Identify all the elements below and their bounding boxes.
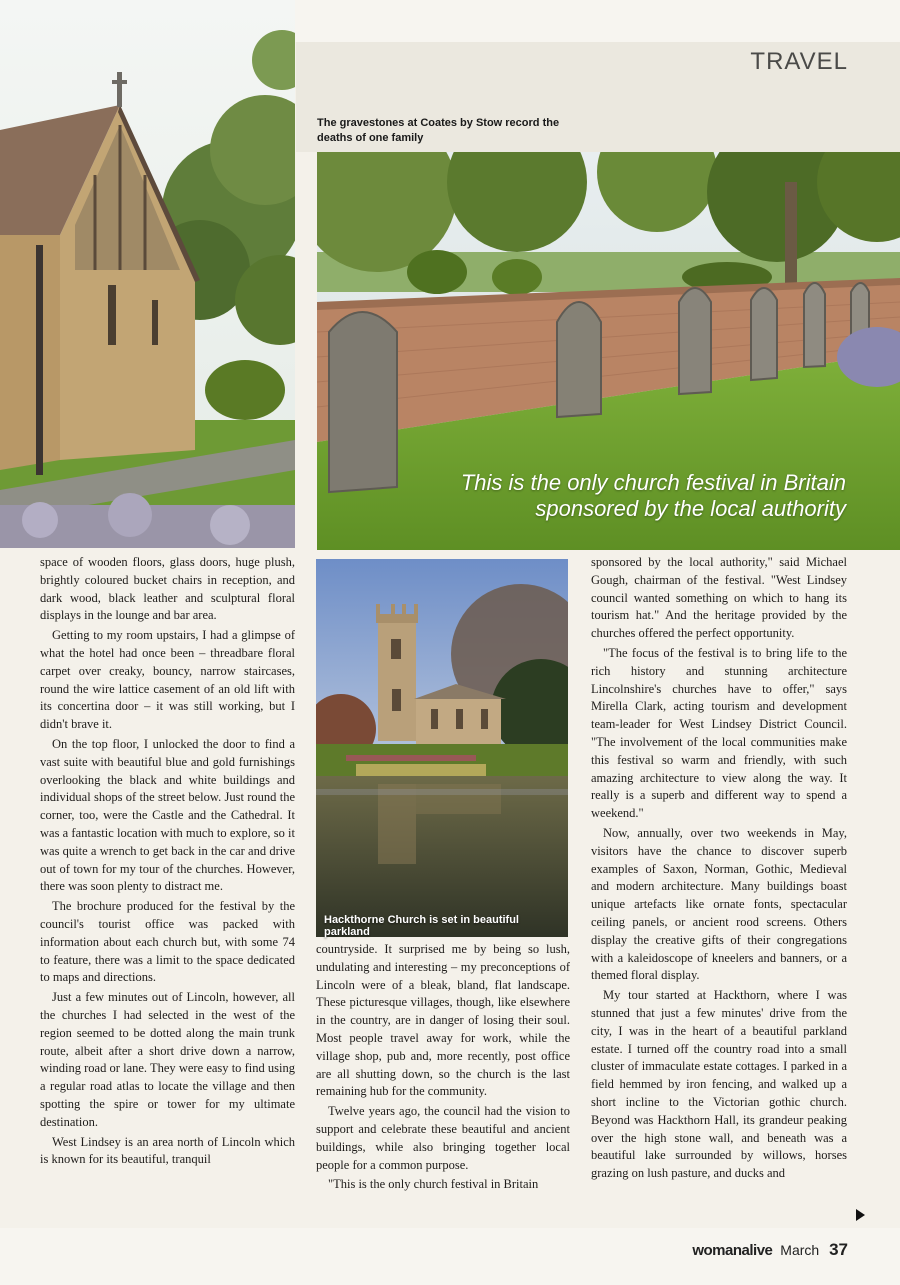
- article-column-right: [591, 554, 847, 1226]
- paragraph: countryside. It surprised me by being so lush, undulating and interesting – my preconceptions of Lincoln were of a bleak, bland, flat landscape. These picturesque villages, though, like elsewhere in the country, are in danger of losing their soul. Most people travel away for work, while the village shop, pub and, more recently, post office are all shutting down, so the church is the last remaining hub for the community.: [316, 942, 570, 1099]
- chapel-photo: [0, 0, 295, 548]
- article-column-left: [40, 554, 295, 1226]
- pull-quote-line-2: sponsored by the local authority: [535, 496, 846, 521]
- paragraph: "The focus of the festival is to bring life to the rich history and stunning architecture Lincolnshire's churches have to offer," says Mirella Clark, acting tourism and development team-leader for West Lindsey District Council. "The involvement of the local communities make this festival so warm and friendly, with such amazing architecture to view along the way. It really is a superb and different way to spend a weekend.": [591, 645, 847, 821]
- page-number: 37: [829, 1240, 848, 1259]
- paragraph: Just a few minutes out of Lincoln, however, all the churches I had selected in the west of the region seemed to be dotted along the main trunk route, albeit after a short drive down a narrow, winding road or lane. They were easy to find using a regular road atlas to locate the village and then spotting the spire or tower for my ultimate destination.: [40, 990, 295, 1129]
- paragraph: Now, annually, over two weekends in May, visitors have the chance to discover superb examples of Saxon, Norman, Gothic, Medieval and modern architecture. Many buildings boast unique artefacts like ornate fonts, spectacular ceiling panels, or ancient rood screens. Others display the creative gifts of their congregations with a kaleidoscope of kneelers and banners, or a themed floral display.: [591, 825, 847, 983]
- paragraph: Getting to my room upstairs, I had a glimpse of what the hotel had once been – threadbare floral carpet over creaky, bouncy, narrow staircases, round the wire lattice casement of an old lift with its concertina door – it was still working, but I didn't brave it.: [40, 628, 295, 732]
- hackthorne-caption: Hackthorne Church is set in beautiful parkland: [324, 914, 519, 938]
- article-column-middle: [316, 941, 570, 1226]
- section-label: TRAVEL: [750, 48, 848, 75]
- hackthorne-church-photo: [316, 559, 568, 937]
- paragraph: West Lindsey is an area north of Lincoln which is known for its beautiful, tranquil: [40, 1134, 295, 1167]
- paragraph: My tour started at Hackthorn, where I was stunned that just a few minutes' drive from the city, I was in the heart of a beautiful parkland estate. I turned off the country road into a small cluster of immaculate estate cottages. I parked in a field hemmed by iron fencing, and walked up a short incline to the Victorian gothic church. Beyond was Hackthorn Hall, its grandeur peaking over the high stone wall, and beneath was a beautiful lake surrounded by willows, horses grazing on lush pasture, and ducks and: [591, 988, 847, 1181]
- gravestones-caption: The gravestones at Coates by Stow record the deaths of one family: [317, 117, 560, 144]
- paragraph: On the top floor, I unlocked the door to find a vast suite with beautiful blue and gold furnishings overlooking the black and white buildings and individual shops of the street below. Just round the corner, too, were the Castle and the Cathedral. It was a fantastic location with much to explore, so it was quite a wrench to get back in the car and drive out of town for my tour of the churches. However, there was soon plenty to distract me.: [40, 736, 295, 894]
- paragraph: "This is the only church festival in Britain: [328, 1177, 539, 1192]
- page-footer: [692, 1240, 848, 1260]
- paragraph: Twelve years ago, the council had the vision to support and celebrate these beautiful and ancient buildings, while also bringing together local people for a common purpose.: [316, 1104, 570, 1172]
- pull-quote: [386, 470, 846, 522]
- magazine-brand: womanalive: [692, 1242, 773, 1259]
- paragraph: space of wooden floors, glass doors, huge plush, brightly coloured bucket chairs in reception, and dark wood, black leather and sculptural floral displays in the lounge and bar area.: [40, 555, 295, 623]
- continue-arrow-icon: [856, 1209, 865, 1221]
- paragraph: sponsored by the local authority," said Michael Gough, chairman of the festival. "West Lindsey council wanted something on which to hang its tourism hat." And the heritage provided by the churches offered the perfect opportunity.: [591, 555, 847, 641]
- issue-month: March: [780, 1242, 820, 1258]
- pull-quote-line-1: This is the only church festival in Britain: [460, 470, 846, 495]
- paragraph: The brochure produced for the festival by the council's tourist office was packed with information about each church but, with some 74 to feature, there was a limit to the space dedicated to maps and directions.: [40, 899, 295, 985]
